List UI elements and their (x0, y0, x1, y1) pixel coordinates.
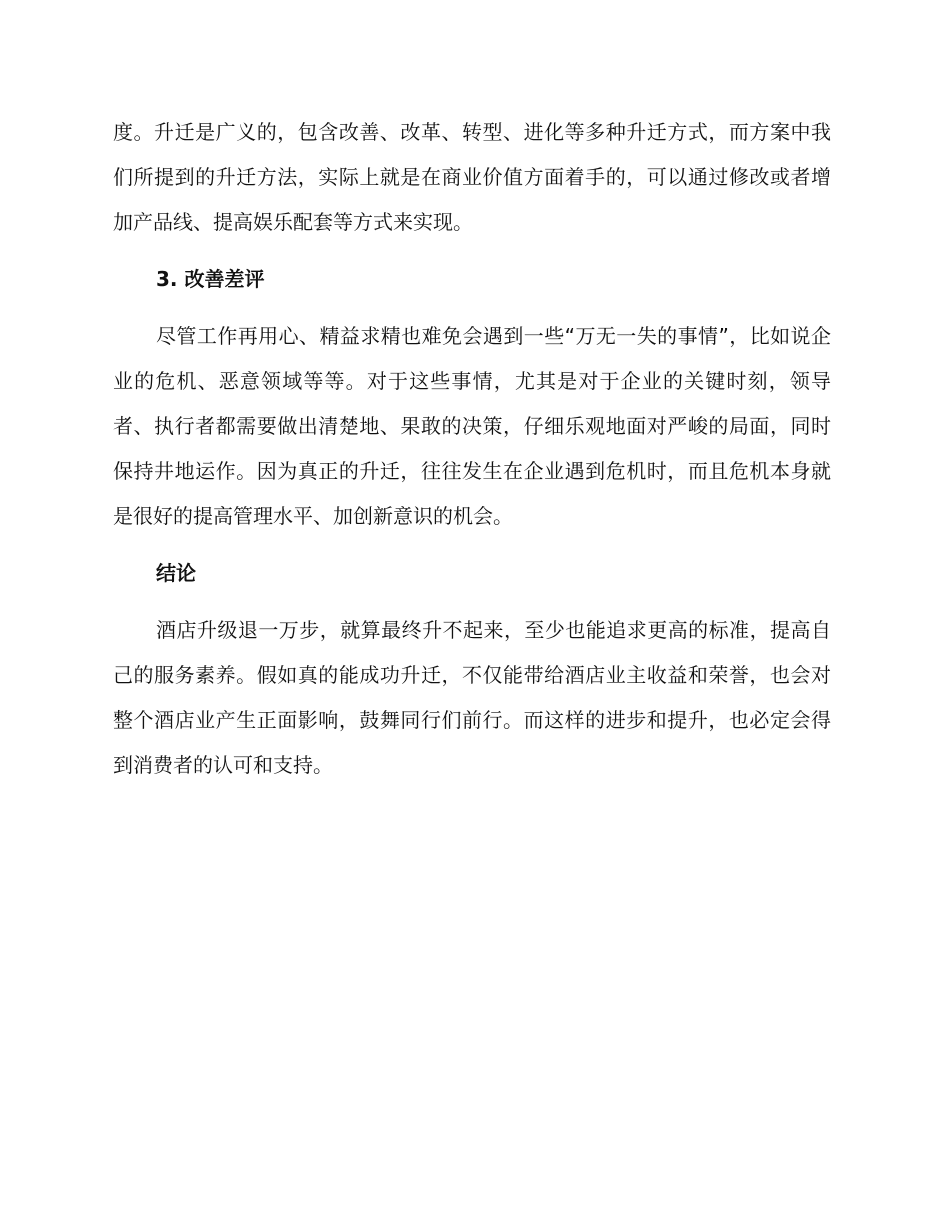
paragraph-continuation: 度。升迁是广义的，包含改善、改革、转型、进化等多种升迁方式，而方案中我们所提到的升迁方法，实际上就是在商业价值方面着手的，可以通过修改或者增加产品线、提高娱乐配套等方式来实现。 (113, 120, 831, 234)
document-page (113, 110, 831, 788)
section-heading-conclusion: 结论 (156, 561, 196, 585)
section-heading-improve-reviews: 3. 改善差评 (156, 267, 265, 291)
paragraph-conclusion: 酒店升级退一万步，就算最终升不起来，至少也能追求更高的标准，提高自己的服务素养。假如真的能成功升迁，不仅能带给酒店业主收益和荣誉，也会对整个酒店业产生正面影响，鼓舞同行们前行。而这样的进步和提升，也必定会得到消费者的认可和支持。 (113, 618, 831, 777)
paragraph-improve-reviews: 尽管工作再用心、精益求精也难免会遇到一些“万无一失的事情”，比如说企业的危机、恶意领域等等。对于这些事情，尤其是对于企业的关键时刻，领导者、执行者都需要做出清楚地、果敢的决策，仔细乐观地面对严峻的局面，同时保持井地运作。因为真正的升迁，往往发生在企业遇到危机时，而且危机本身就是很好的提高管理水平、加创新意识的机会。 (113, 324, 831, 528)
